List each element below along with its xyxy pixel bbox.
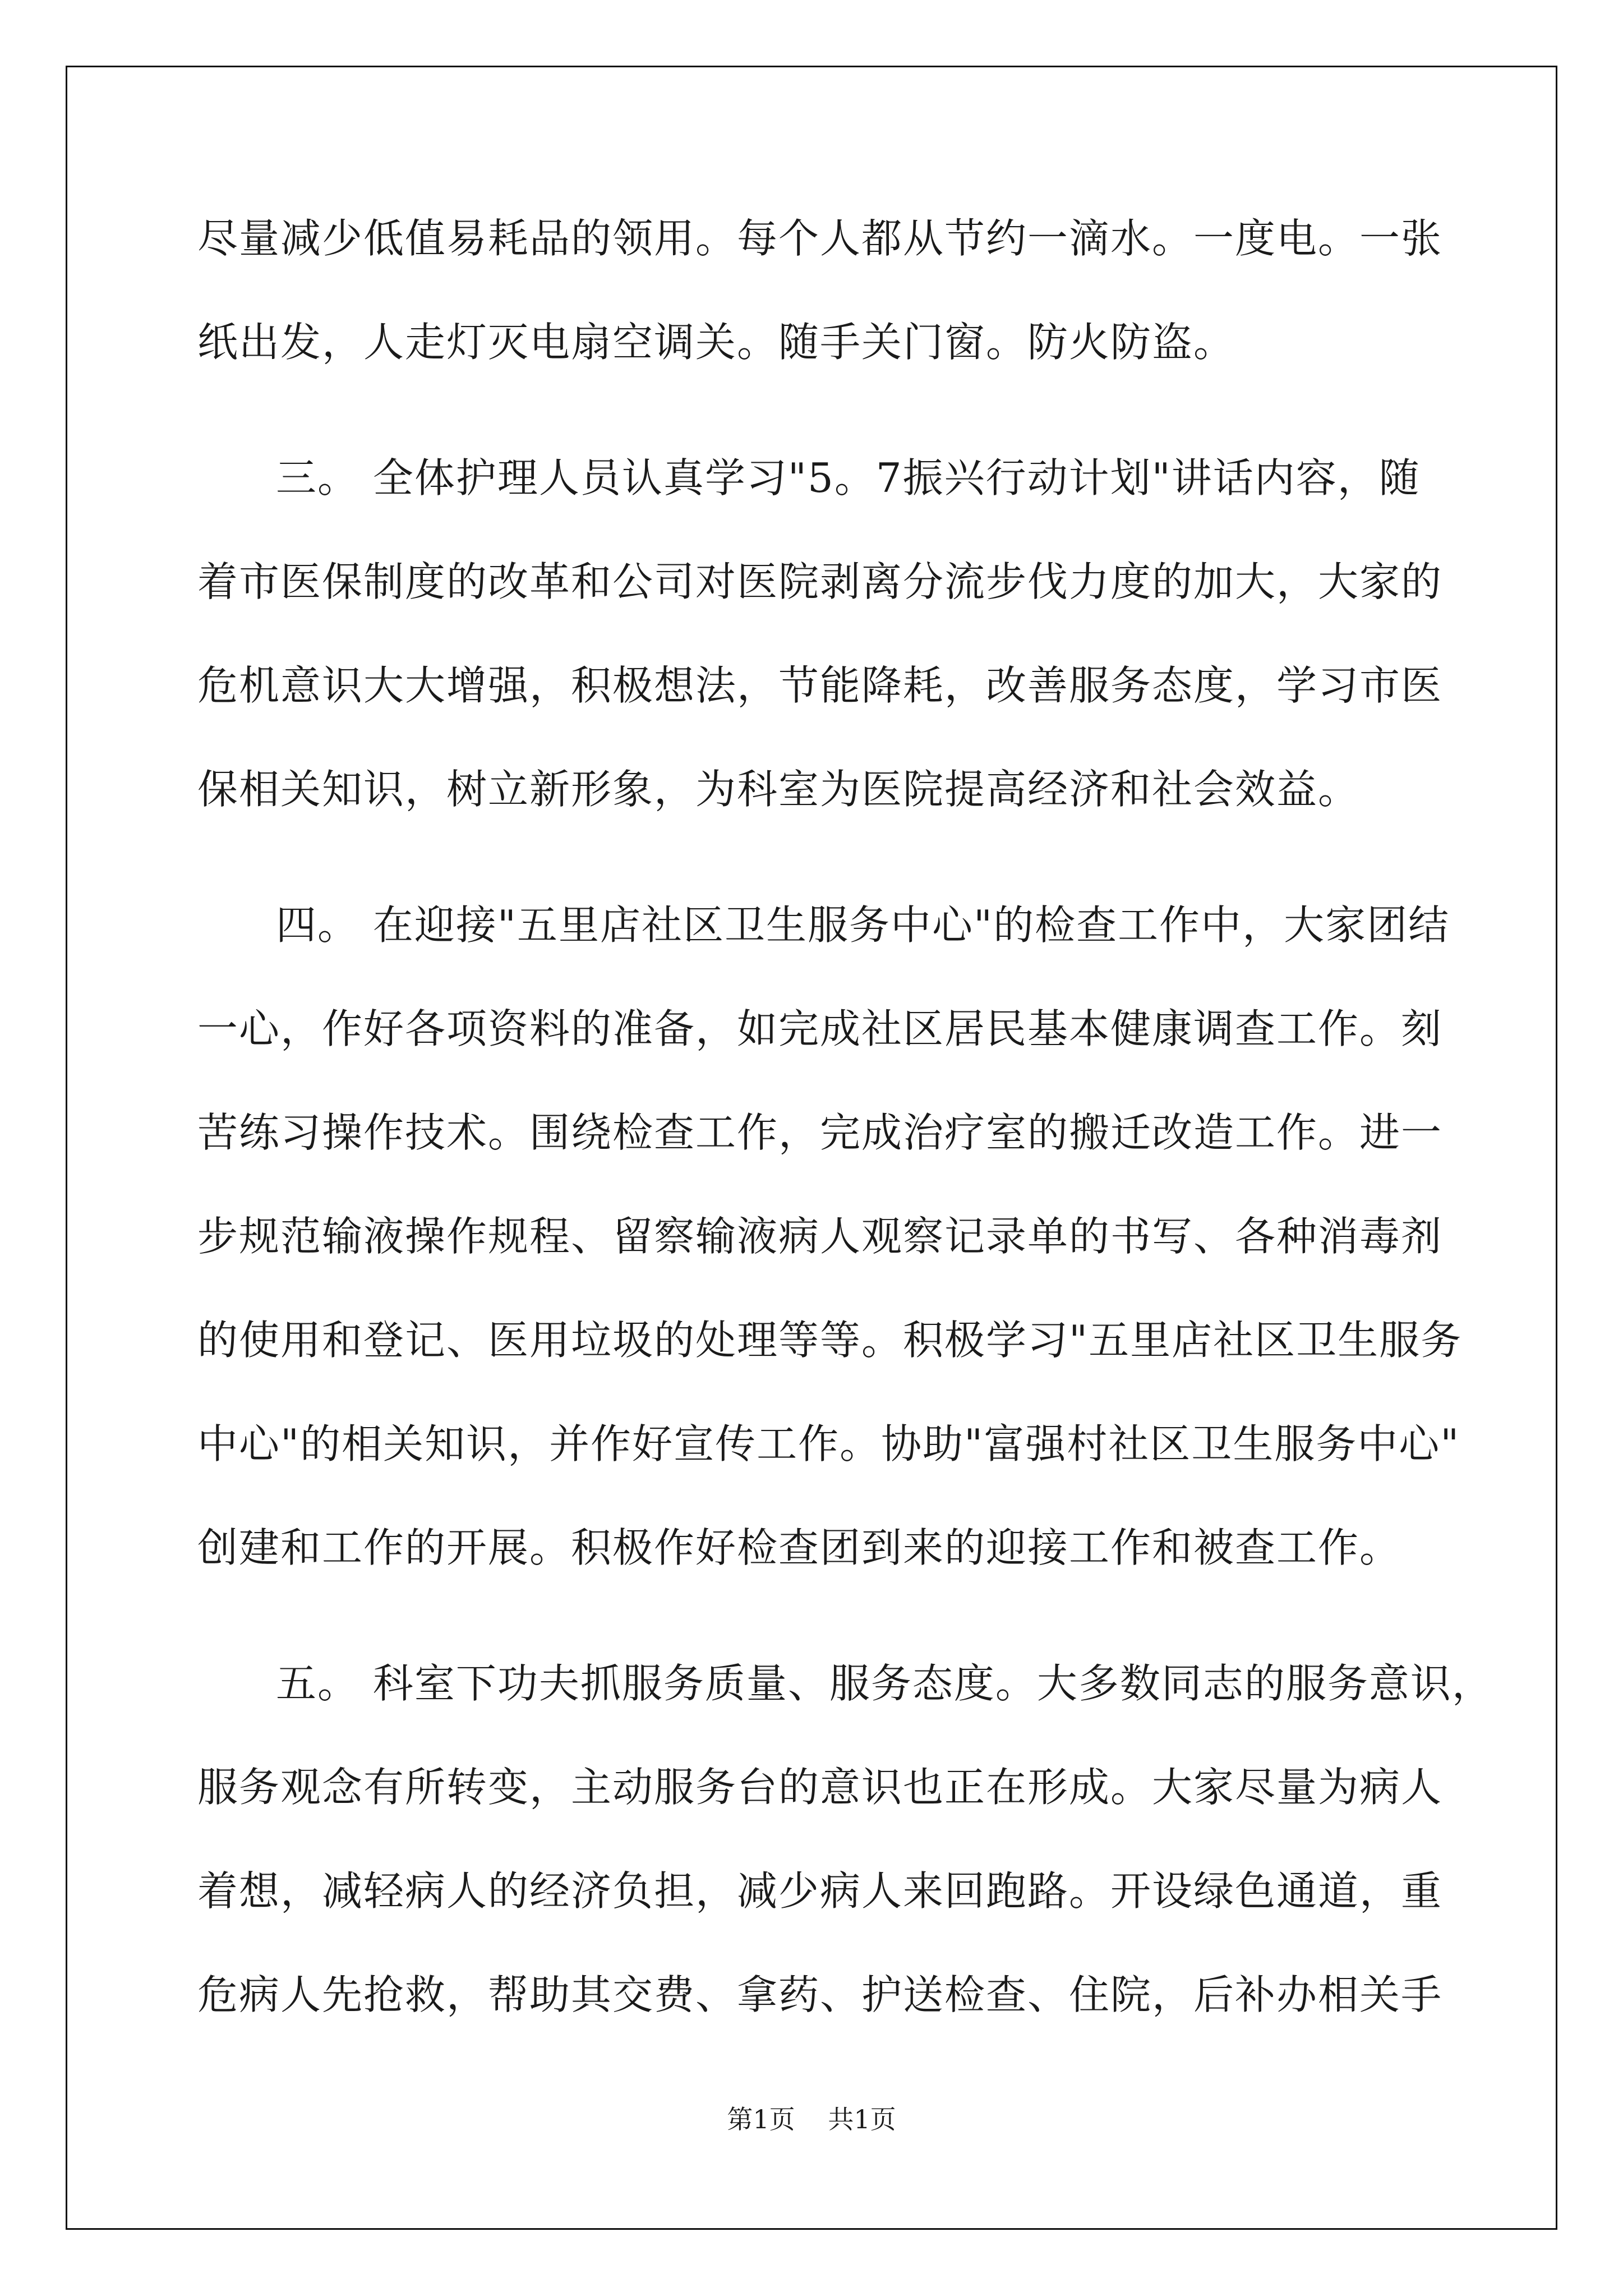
text-line: 中心"的相关知识，并作好宣传工作。协助"富强村社区卫生服务中心" [197,1420,1460,1467]
text-line: 服务观念有所转变，主动服务台的意识也正在形成。大家尽量为病人 [197,1764,1443,1811]
text-line: 的使用和登记、医用垃圾的处理等等。积极学习"五里店社区卫生服务 [197,1317,1463,1364]
page-total: 共1页 [828,2104,896,2134]
text-line: 着想，减轻病人的经济负担，减少病人来回跑路。开设绿色通道，重 [197,1867,1443,1915]
text-line: 五。 科室下功夫抓服务质量、服务态度。大多数同志的服务意识， [276,1660,1493,1707]
text-line: 纸出发，人走灯灭电扇空调关。随手关门窗。防火防盗。 [197,319,1235,366]
text-line: 四。 在迎接"五里店社区卫生服务中心"的检查工作中，大家团结 [276,901,1450,949]
text-line: 步规范输液操作规程、留察输液病人观察记录单的书写、各种消毒剂 [197,1213,1443,1260]
text-line: 苦练习操作技术。围绕检查工作，完成治疗室的搬迁改造工作。进一 [197,1109,1443,1156]
text-line: 创建和工作的开展。积极作好检查团到来的迎接工作和被查工作。 [197,1524,1401,1571]
text-line: 一心，作好各项资料的准备，如完成社区居民基本健康调查工作。刻 [197,1005,1443,1052]
text-line: 保相关知识，树立新形象，为科室为医院提高经济和社会效益。 [197,766,1360,813]
page-footer [0,2102,1623,2136]
text-line: 尽量减少低值易耗品的领用。每个人都从节约一滴水。一度电。一张 [197,215,1443,262]
text-line: 危病人先抢救，帮助其交费、拿药、护送检查、住院，后补办相关手 [197,1971,1443,2018]
page-number: 第1页 [727,2104,795,2134]
text-line: 三。 全体护理人员认真学习"5。7振兴行动计划"讲话内容，随 [276,454,1421,501]
text-line: 着市医保制度的改革和公司对医院剥离分流步伐力度的加大，大家的 [197,558,1443,605]
text-line: 危机意识大大增强，积极想法，节能降耗，改善服务态度，学习市医 [197,662,1443,709]
